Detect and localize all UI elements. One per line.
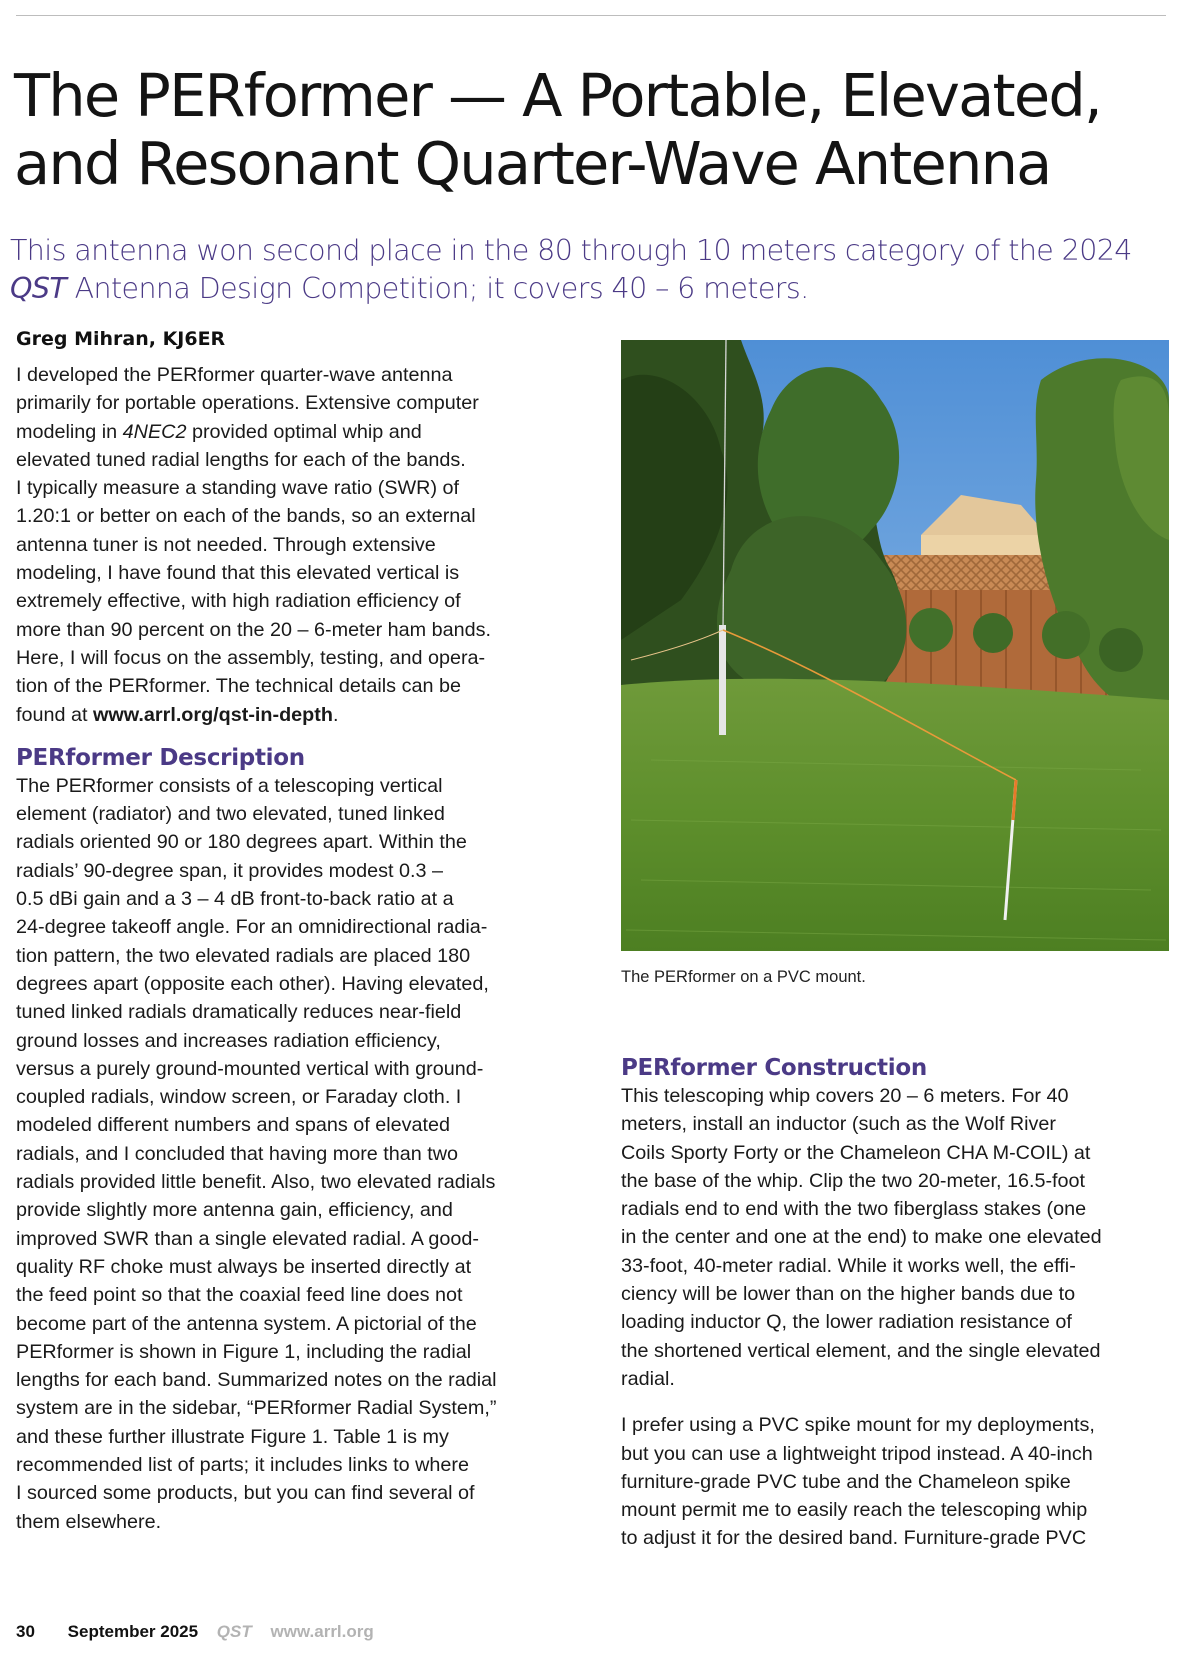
- text-line: PERformer is shown in Figure 1, including the radial: [16, 1340, 472, 1363]
- text-line: coupled radials, window screen, or Faraday cloth. I: [16, 1086, 462, 1109]
- text-line: The PERformer consists of a telescoping vertical: [16, 774, 443, 797]
- text-line: 33-foot, 40-meter radial. While it works well, the effi-: [621, 1254, 1076, 1277]
- text-line: I sourced some products, but you can find several of: [16, 1482, 475, 1505]
- title-line-2: and Resonant Quarter-Wave Antenna: [14, 129, 1051, 198]
- text-line: 0.5 dBi gain and a 3 – 4 dB front-to-back ratio at a: [16, 888, 454, 911]
- text-line: 1.20:1 or better on each of the bands, so an external: [16, 505, 476, 528]
- right-column: [621, 1055, 1161, 1553]
- title-line-1: The PERformer — A Portable, Elevated,: [14, 61, 1101, 130]
- text-line: radial.: [621, 1367, 675, 1390]
- text-line: loading inductor Q, the lower radiation resistance of: [621, 1311, 1072, 1334]
- text-line: Coils Sporty Forty or the Chameleon CHA M-COIL) at: [621, 1141, 1091, 1164]
- text-line: ciency will be lower than on the higher bands due to: [621, 1283, 1076, 1306]
- text-line: become part of the antenna system. A pictorial of the: [16, 1312, 477, 1335]
- deck-qst: QST: [10, 272, 67, 305]
- deck-line-2: [10, 270, 1175, 308]
- text-line: I developed the PERformer quarter-wave antenna: [16, 364, 453, 386]
- text-line: radials, and I concluded that having more than two: [16, 1142, 459, 1165]
- text-line: I prefer using a PVC spike mount for my deployments,: [621, 1414, 1095, 1437]
- text-fragment: .: [332, 703, 339, 726]
- text-line: the shortened vertical element, and the single elevated: [621, 1339, 1101, 1362]
- text-line: lengths for each band. Summarized notes on the radial: [16, 1369, 497, 1392]
- antenna-photo: [621, 340, 1169, 951]
- text-line: element (radiator) and two elevated, tuned linked: [16, 803, 445, 826]
- text-line: the base of the whip. Clip the two 20-meter, 16.5-foot: [621, 1169, 1086, 1192]
- text-line: Here, I will focus on the assembly, testing, and opera-: [16, 646, 486, 669]
- text-line: provide slightly more antenna gain, efficiency, and: [16, 1199, 453, 1222]
- text-line: [16, 701, 576, 729]
- text-line: ground losses and increases radiation efficiency,: [16, 1029, 441, 1052]
- text-line: system are in the sidebar, “PERformer Radial System,”: [16, 1397, 497, 1420]
- text-line: the feed point so that the coaxial feed line does not: [16, 1284, 463, 1307]
- text-line: 24-degree takeoff angle. For an omnidirectional radia-: [16, 916, 488, 939]
- text-line: elevated tuned radial lengths for each of the bands.: [16, 448, 466, 471]
- text-line: I typically measure a standing wave ratio (SWR) of: [16, 477, 460, 500]
- text-line: antenna tuner is not needed. Through extensive: [16, 533, 436, 556]
- text-line: tion of the PERformer. The technical details can be: [16, 675, 461, 698]
- text-line: modeling, I have found that this elevated vertical is: [16, 562, 460, 585]
- text-line: This telescoping whip covers 20 – 6 meters. For 40: [621, 1085, 1069, 1107]
- backyard-antenna-illustration: [621, 340, 1169, 951]
- text-line: radials provided little benefit. Also, two elevated radials: [16, 1171, 496, 1194]
- text-line: mount permit me to easily reach the telescoping whip: [621, 1499, 1088, 1522]
- author-byline: Greg Mihran, KJ6ER: [16, 328, 226, 350]
- text-line: [16, 418, 576, 446]
- text-line: primarily for portable operations. Extensive computer: [16, 392, 479, 415]
- text-line: radials end to end with the two fiberglass stakes (one: [621, 1198, 1087, 1221]
- text-line: to adjust it for the desired band. Furniture-grade PVC: [621, 1527, 1087, 1550]
- text-line: them elsewhere.: [16, 1510, 162, 1533]
- in-depth-link[interactable]: www.arrl.org/qst-in-depth: [93, 703, 333, 726]
- text-fragment: found at: [16, 703, 93, 726]
- left-column: [16, 361, 576, 1536]
- website-link[interactable]: www.arrl.org: [270, 1622, 374, 1641]
- issue-date: September 2025: [67, 1622, 199, 1641]
- text-line: but you can use a lightweight tripod instead. A 40-inch: [621, 1442, 1093, 1465]
- construction-paragraph-2: [621, 1411, 1161, 1552]
- text-line: improved SWR than a single elevated radial. A good-: [16, 1227, 479, 1250]
- article-title: [14, 62, 1174, 198]
- deck-line-1: This antenna won second place in the 80 through 10 meters category of the 2024: [10, 234, 1132, 267]
- intro-paragraph: [16, 361, 576, 729]
- magazine-name: QST: [216, 1622, 252, 1641]
- section-heading-construction: PERformer Construction: [621, 1055, 927, 1081]
- deck-line-2-rest: Antenna Design Competition; it covers 40 – 6 meters.: [66, 272, 809, 305]
- software-name: 4NEC2: [122, 420, 187, 443]
- text-line: and these further illustrate Figure 1. Table 1 is my: [16, 1425, 449, 1448]
- text-line: recommended list of parts; it includes links to where: [16, 1453, 469, 1476]
- page-number: 30: [16, 1622, 35, 1641]
- text-fragment: modeling in: [16, 420, 123, 443]
- text-line: tion pattern, the two elevated radials are placed 180: [16, 944, 471, 967]
- description-paragraph: [16, 772, 576, 1536]
- construction-paragraph-1: [621, 1082, 1161, 1393]
- text-line: degrees apart (opposite each other). Having elevated,: [16, 972, 489, 995]
- text-line: in the center and one at the end) to make one elevated: [621, 1226, 1102, 1249]
- text-line: versus a purely ground-mounted vertical with ground-: [16, 1057, 484, 1080]
- text-line: quality RF choke must always be inserted directly at: [16, 1255, 472, 1278]
- article-deck: [10, 232, 1175, 308]
- text-line: extremely effective, with high radiation efficiency of: [16, 590, 461, 613]
- text-line: modeled different numbers and spans of elevated: [16, 1114, 451, 1137]
- text-line: radials oriented 90 or 180 degrees apart. Within the: [16, 831, 467, 854]
- text-line: more than 90 percent on the 20 – 6-meter ham bands.: [16, 618, 492, 641]
- text-line: furniture-grade PVC tube and the Chameleon spike: [621, 1470, 1071, 1493]
- top-rule: [16, 15, 1166, 16]
- text-fragment: provided optimal whip and: [186, 420, 422, 443]
- text-line: tuned linked radials dramatically reduces near-field: [16, 1001, 462, 1024]
- text-line: meters, install an inductor (such as the Wolf River: [621, 1113, 1056, 1136]
- page-footer: [16, 1622, 374, 1642]
- photo-caption: The PERformer on a PVC mount.: [621, 968, 866, 986]
- section-heading-description: PERformer Description: [16, 744, 305, 771]
- text-line: radials’ 90-degree span, it provides modest 0.3 –: [16, 859, 444, 882]
